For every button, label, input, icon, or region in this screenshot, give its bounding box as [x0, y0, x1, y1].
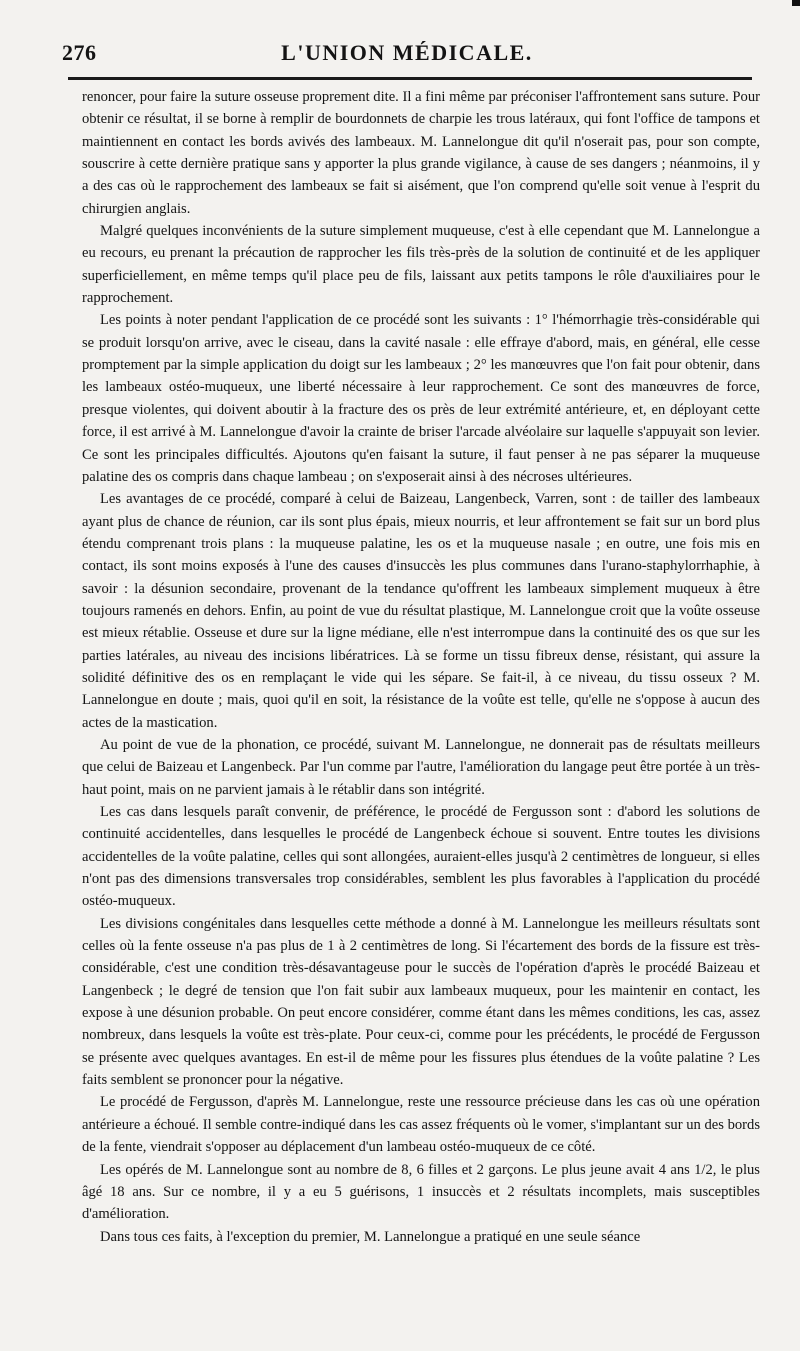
paragraph: Le procédé de Fergusson, d'après M. Lannelongue, reste une ressource précieuse dans les cas où une opération antérieure a échoué. Il semble contre-indiqué dans les cas assez fréquents où le vomer, s'implantant sur un des bords de la fente, viendrait s'opposer au déplacement d'un lambeau ostéo-muqueux de ce côté. — [82, 1094, 760, 1156]
paragraph: Les cas dans lesquels paraît convenir, de préférence, le procédé de Fergusson sont : d'abord les solutions de continuité accidentelles, dans lesquelles le procédé de Langenbeck échoue si souvent. Entre toutes les divisions accidentelles de la voûte palatine, celles qui sont allongées, auraient-elles jusqu'à 2 centimètres de longueur, si elles n'ont pas des dimensions transversales trop considérables, semblent les plus favorables à l'application du procédé ostéo-muqueux. — [82, 804, 760, 910]
paragraph: Les divisions congénitales dans lesquelles cette méthode a donné à M. Lannelongue les meilleurs résultats sont celles où la fente osseuse n'a pas plus de 1 à 2 centimètres de long. Si l'écartement des bords de la fissure est très-considérable, c'est une condition très-désavantageuse pour le succès de l'opération d'après le procédé Baizeau et Langenbeck ; le degré de tension que l'on fait subir aux lambeaux muqueux, pour les maintenir en contact, les expose à une désunion probable. On peut encore considérer, comme étant dans les mêmes conditions, les cas, assez nombreux, dans lesquels la voûte est très-plate. Pour ceux-ci, comme pour les précédents, le procédé de Fergusson se présente avec quelques avantages. En est-il de même pour les fissures plus étendues de la voûte palatine ? Les faits semblent se prononcer pour la négative. — [82, 915, 760, 1089]
article-body — [82, 86, 760, 1248]
paragraph: Malgré quelques inconvénients de la suture simplement muqueuse, c'est à elle cependant que M. Lannelongue a eu recours, eu prenant la précaution de rapprocher les fils très-près de la solution de continuité et de les appliquer superficiellement, en même temps qu'il place peu de fils, laissant aux petits tampons le rôle d'auxiliaires pour le rapprochement. — [82, 223, 760, 307]
paragraph: Au point de vue de la phonation, ce procédé, suivant M. Lannelongue, ne donnerait pas de résultats meilleurs que celui de Baizeau et Langenbeck. Par l'un comme par l'autre, l'amélioration du langage peut être portée à un très-haut point, mais on ne parvient jamais à le rétablir dans son intégrité. — [82, 736, 760, 798]
journal-title: L'UNION MÉDICALE. — [281, 40, 533, 65]
paragraph: Les avantages de ce procédé, comparé à celui de Baizeau, Langenbeck, Varren, sont : de tailler des lambeaux ayant plus de chance de réunion, car ils sont plus épais, mieux nourris, et leur affrontement se fait sur un bord plus étendu comprenant trois plans : la muqueuse palatine, les os et la muqueuse nasale ; en outre, une fois mis en contact, ils sont moins exposés à l'une des causes d'insuccès les plus communes dans l'urano-staphylorrhaphie, à savoir : la désunion secondaire, provenant de la tendance qu'offrent les lambeaux simplement muqueux à être toujours ramenés en dehors. Enfin, au point de vue du résultat plastique, M. Lannelongue croit que la voûte osseuse est mieux rétablie. Osseuse et dure sur la ligne médiane, elle n'est interrompue dans la continuité des os que sur les parties latérales, au niveau des incisions libératrices. Là se forme un tissu fibreux dense, résistant, qui assure la solidité définitive des os en remplaçant le vide qui les sépare. Se fait-il, à ce niveau, du tissu osseux ? M. Lannelongue en doute ; mais, quoi qu'il en soit, la résistance de la voûte est telle, qu'elle ne s'oppose à aucun des actes de la mastication. — [82, 491, 760, 731]
page-number: 276 — [62, 40, 97, 65]
paragraph: Dans tous ces faits, à l'exception du premier, M. Lannelongue a pratiqué en une seule séance — [100, 1228, 641, 1245]
corner-mark — [792, 0, 800, 6]
paragraph: renoncer, pour faire la suture osseuse proprement dite. Il a fini même par préconiser l'affrontement sans suture. Pour obtenir ce résultat, il se borne à remplir de bourdonnets de charpie les trous latéraux, qui font l'office de tampons et maintiennent en contact les bords avivés des lambeaux. M. Lannelongue dit qu'il n'oserait pas, pour son compte, souscrire à cette dernière pratique sans y apporter la plus grande vigilance, à cause de ses dangers ; néanmoins, il y a des cas où le rapprochement des lambeaux se fait si aisément, que l'on comprend qu'elle soit venue à l'esprit du chirurgien anglais. — [82, 89, 760, 217]
header-rule — [68, 77, 752, 80]
page-header — [62, 40, 752, 76]
paragraph: Les points à noter pendant l'application de ce procédé sont les suivants : 1° l'hémorrhagie très-considérable qui se produit lorsqu'on arrive, avec le ciseau, dans la cavité nasale : elle effraye d'abord, mais, en général, elle cesse promptement par la simple application du doigt sur les lambeaux ; 2° les manœuvres que l'on fait pour obtenir, dans les lambeaux ostéo-muqueux, une liberté nécessaire à leur rapprochement. Ce sont des manœuvres de force, presque violentes, qui doivent aboutir à la fracture des os près de leur extrémité antérieure, et, en déployant cette force, il est arrivé à M. Lannelongue d'avoir la crainte de briser l'arcade alvéolaire sur laquelle s'appuyait son levier. Ce sont les principales difficultés. Ajoutons qu'en faisant la suture, il faut penser à ne pas séparer la muqueuse palatine des os compris dans chaque lambeau ; on s'exposerait ainsi à des nécroses ultérieures. — [82, 312, 760, 485]
paragraph: Les opérés de M. Lannelongue sont au nombre de 8, 6 filles et 2 garçons. Le plus jeune avait 4 ans 1/2, le plus âgé 18 ans. Sur ce nombre, il y a eu 5 guérisons, 1 insuccès et 2 résultats incomplets, mais susceptibles d'amélioration. — [82, 1161, 760, 1223]
